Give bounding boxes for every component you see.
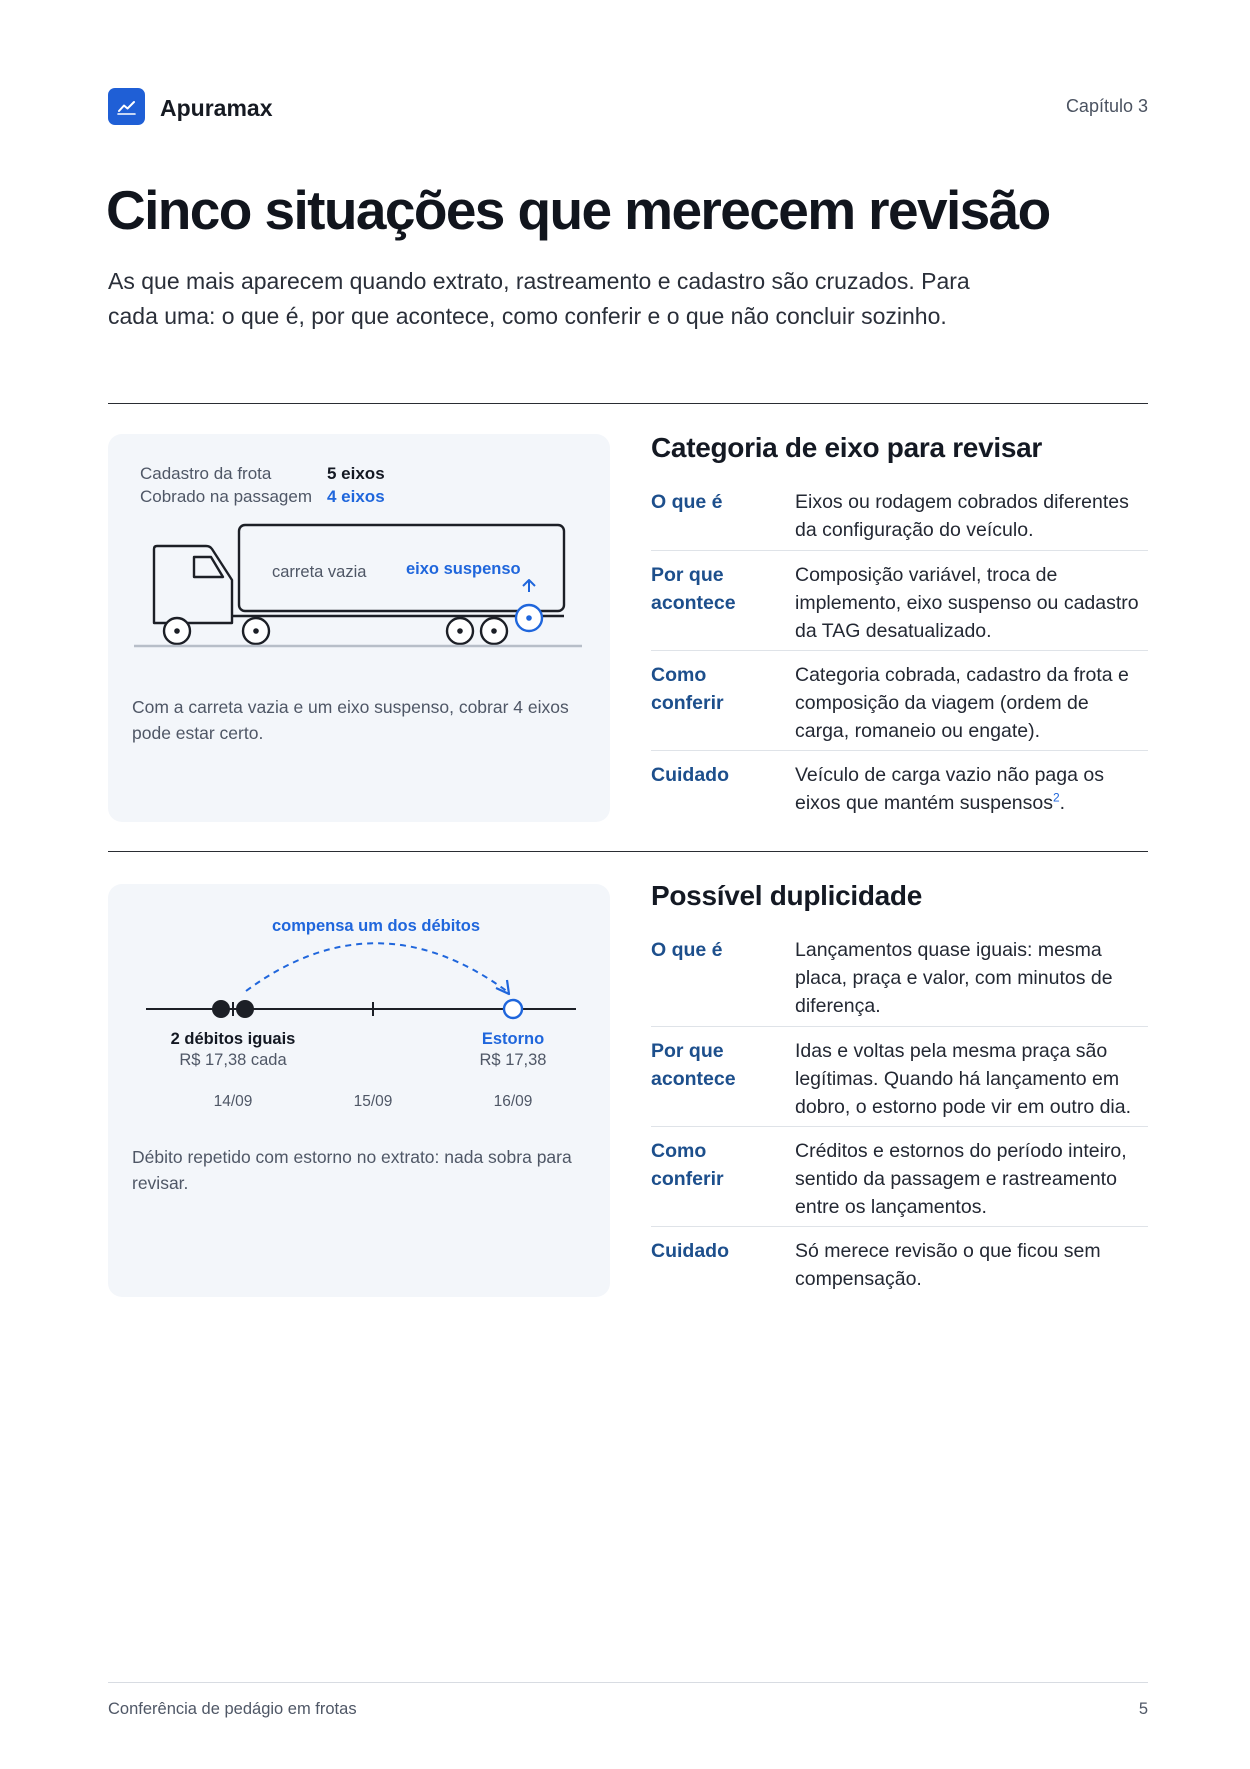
debit-dot-2 (236, 1000, 254, 1018)
cadastro-label: Cadastro da frota (140, 464, 272, 483)
debit-dot-1 (212, 1000, 230, 1018)
row-key: O que é (651, 491, 723, 513)
section-axle-category (651, 432, 1148, 814)
brand-name: Apuramax (160, 95, 273, 121)
date-label: 14/09 (213, 1093, 253, 1110)
row-value: Categoria cobrada, cadastro da frota e composição da viagem (ordem de carga, romaneio ou engate). (795, 664, 1129, 742)
page-header (108, 88, 1148, 126)
arc-label: compensa um dos débitos (271, 917, 481, 935)
cobrado-label: Cobrado na passagem (140, 487, 313, 506)
row-key: Como conferir (651, 664, 724, 714)
row-value: Eixos ou rodagem cobrados diferentes da configuração do veículo. (795, 491, 1129, 541)
row-value: Só merece revisão o que ficou sem compensação. (795, 1240, 1101, 1290)
cobrado-value: 4 eixos (327, 487, 385, 506)
page-title: Cinco situações que merecem revisão (106, 179, 1050, 241)
section-title: Possível duplicidade (651, 880, 922, 911)
axle-label: eixo suspenso (406, 560, 521, 578)
row-value: Créditos e estornos do período inteiro, sentido da passagem e rastreamento entre os lançamentos. (795, 1140, 1127, 1218)
footer-divider (108, 1682, 1148, 1683)
row-key: Cuidado (651, 764, 729, 786)
row-value-end: . (1059, 792, 1066, 814)
row-value-text: Veículo de carga vazio não paga os eixos que mantém suspensos (795, 764, 1104, 814)
date-label: 16/09 (493, 1093, 533, 1110)
definition-list (651, 936, 1148, 1296)
row-value: Lançamentos quase iguais: mesma placa, praça e valor, com minutos de diferença. (795, 939, 1113, 1017)
cargo-label: carreta vazia (272, 563, 367, 581)
debits-value: R$ 17,38 cada (179, 1051, 287, 1069)
row-value (795, 761, 1148, 817)
refund-dot (504, 1000, 522, 1018)
chapter-label: Capítulo 3 (1065, 96, 1148, 116)
row-value: Composição variável, troca de implemento, eixo suspenso ou cadastro da TAG desatualizado. (795, 564, 1139, 642)
section-title: Categoria de eixo para revisar (651, 432, 1042, 463)
axle-illustration-panel (108, 434, 610, 822)
definition-list (651, 488, 1148, 820)
truck-illustration (108, 434, 610, 822)
page-number: 5 (1138, 1700, 1148, 1718)
footnote-ref[interactable]: 2 (1052, 790, 1060, 805)
logo (108, 88, 145, 125)
definition-row (651, 1226, 1148, 1296)
cadastro-value: 5 eixos (327, 464, 385, 483)
definition-row (651, 936, 1148, 1026)
timeline-illustration (108, 884, 610, 1297)
trend-chart-icon (108, 88, 145, 125)
section-duplicity (651, 880, 1148, 1290)
illustration-caption: Com a carreta vazia e um eixo suspenso, cobrar 4 eixos pode estar certo. (132, 697, 569, 743)
compensation-arc (246, 943, 508, 992)
illustration-caption: Débito repetido com estorno no extrato: nada sobra para revisar. (132, 1147, 572, 1193)
refund-value: R$ 17,38 (479, 1051, 547, 1069)
row-value: Idas e voltas pela mesma praça são legítimas. Quando há lançamento em dobro, o estorno pode vir em outro dia. (795, 1040, 1132, 1118)
refund-label: Estorno (481, 1030, 545, 1048)
duplicate-illustration-panel (108, 884, 610, 1297)
section-divider (108, 851, 1148, 852)
definition-row (651, 488, 1148, 550)
definition-row (651, 650, 1148, 750)
definition-row (651, 750, 1148, 820)
intro-paragraph: As que mais aparecem quando extrato, rastreamento e cadastro são cruzados. Para cada uma: o que é, por que acontece, como conferir e o que não concluir sozinho. (108, 268, 970, 329)
row-key: Cuidado (651, 1240, 729, 1262)
debits-label: 2 débitos iguais (170, 1030, 296, 1048)
section-divider (108, 403, 1148, 404)
row-key: O que é (651, 939, 723, 961)
row-key: Como conferir (651, 1140, 724, 1190)
date-label: 15/09 (353, 1093, 393, 1110)
footer-title: Conferência de pedágio em frotas (108, 1700, 357, 1718)
definition-row (651, 1126, 1148, 1226)
definition-row (651, 1026, 1148, 1126)
row-key: Por que acontece (651, 1040, 736, 1090)
definition-row (651, 550, 1148, 650)
row-key: Por que acontece (651, 564, 736, 614)
